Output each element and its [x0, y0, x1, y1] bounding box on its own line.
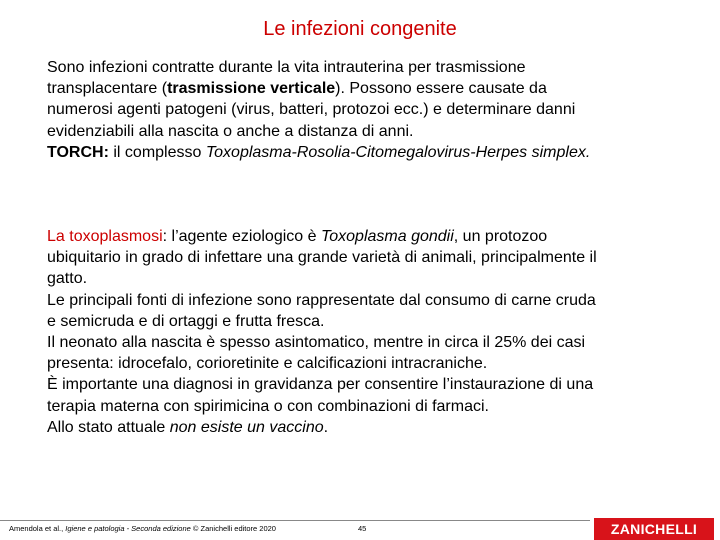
intro-line: numerosi agenti patogeni (virus, batteri, protozoi ecc.) e determinare danni [47, 101, 576, 119]
toxo-line: e semicruda e di ortaggi e frutta fresca. [47, 312, 325, 330]
toxo-line: presenta: idrocefalo, corioretinite e calcificazioni intracraniche. [47, 355, 488, 373]
intro-line: Sono infezioni contratte durante la vita intrauterina per trasmissione [47, 59, 526, 76]
torch-acronym: Toxoplasma-Rosolia-Citomegalovirus-Herpes simplex. [205, 143, 591, 161]
intro-line: transplacentare (trasmissione verticale). Possono essere causate da [47, 80, 547, 98]
toxo-line: Allo stato attuale non esiste un vaccino. [47, 418, 329, 436]
footer-citation: Amendola et al., Igiene e patologia - Seconda edizione © Zanichelli editore 2020 [9, 524, 276, 533]
zanichelli-logo: ZANICHELLI [594, 518, 714, 540]
bold-term: trasmissione verticale [167, 80, 336, 98]
torch-label: TORCH: [47, 143, 109, 161]
torch-line: TORCH: il complesso Toxoplasma-Rosolia-Citomegalovirus-Herpes simplex. [47, 143, 591, 161]
toxo-line: ubiquitario in grado di infettare una grande varietà di animali, principalmente il [47, 249, 597, 267]
intro-line: evidenziabili alla nascita o anche a distanza di anni. [47, 122, 414, 140]
page-number: 45 [358, 524, 367, 533]
toxo-line: Le principali fonti di infezione sono rappresentate dal consumo di carne cruda [47, 291, 596, 309]
toxo-line: terapia materna con spirimicina o con combinazioni di farmaci. [47, 397, 489, 415]
slide-title: Le infezioni congenite [263, 18, 457, 40]
toxoplasmosis-paragraph [47, 226, 663, 438]
intro-paragraph [47, 57, 663, 163]
toxo-line: gatto. [47, 270, 88, 288]
toxo-line: È importante una diagnosi in gravidanza per consentire l’instaurazione di una [47, 376, 594, 394]
footer-divider [0, 520, 590, 521]
toxo-line: Il neonato alla nascita è spesso asintomatico, mentre in circa il 25% dei casi [47, 334, 586, 352]
toxo-heading: La toxoplasmosi [47, 228, 163, 245]
toxo-line: La toxoplasmosi: l’agente eziologico è Toxoplasma gondii, un protozoo [47, 228, 548, 245]
